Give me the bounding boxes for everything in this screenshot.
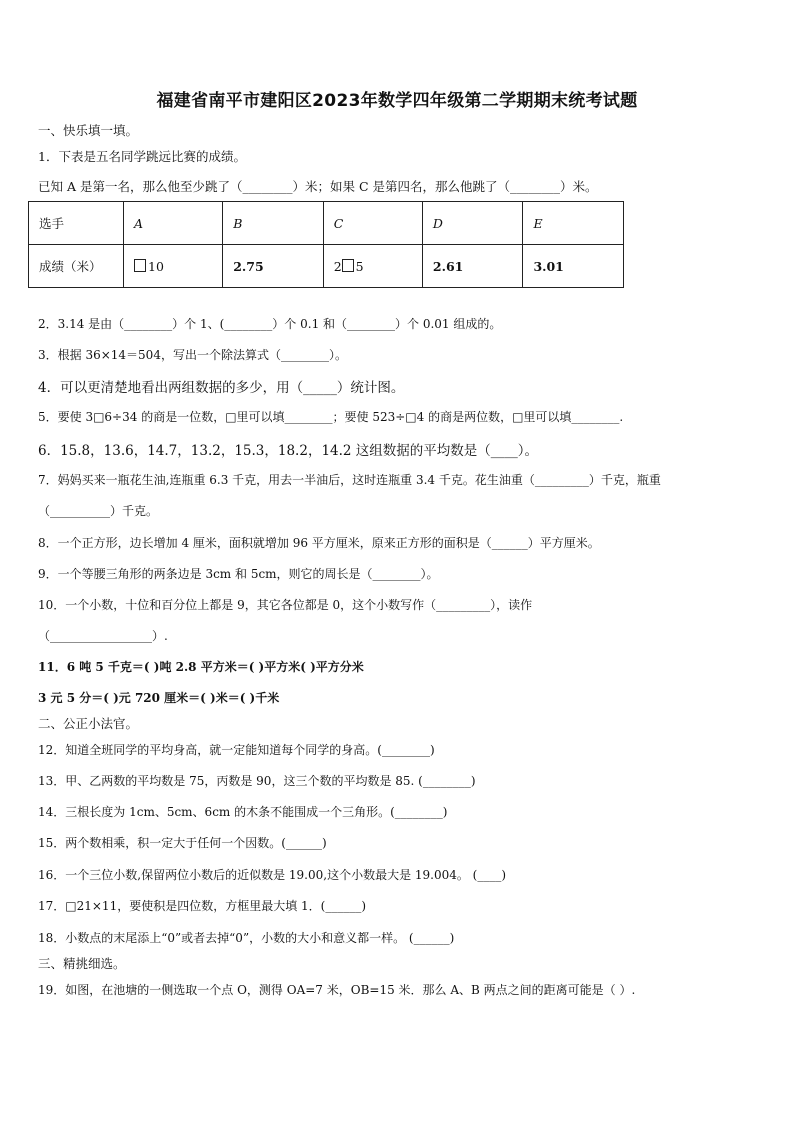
question-12: 12．知道全班同学的平均身高，就一定能知道每个同学的身高。(________) xyxy=(38,743,435,757)
row-label-cell: 成绩（米） xyxy=(29,245,124,288)
score-digits: 10 xyxy=(148,258,164,274)
header-cell: A xyxy=(124,202,223,245)
question-5: 5．要使 3□6÷34 的商是一位数，□里可以填________；要使 523÷□4 的商是两位数，□里可以填________. xyxy=(38,410,624,424)
score-cell xyxy=(323,245,422,288)
question-16: 16．一个三位小数,保留两位小数后的近似数是 19.00,这个小数最大是 19.004。 (____) xyxy=(38,868,507,882)
question-8: 8．一个正方形，边长增加 4 厘米，面积就增加 96 平方厘米，原来正方形的面积是（______）平方厘米。 xyxy=(38,536,600,550)
score-cell: 2.75 xyxy=(223,245,324,288)
header-cell: E xyxy=(523,202,624,245)
page-title: 福建省南平市建阳区2023年数学四年级第二学期期末统考试题 xyxy=(156,91,638,111)
question-19: 19．如图，在池塘的一侧选取一个点 O，测得 OA=7 米，OB=15 米．那么 A、B 两点之间的距离可能是（ ）. xyxy=(38,983,636,997)
table-row xyxy=(29,245,624,288)
question-1: 1．下表是五名同学跳远比赛的成绩。 xyxy=(38,149,246,164)
table-row xyxy=(29,202,624,245)
question-3: 3．根据 36×14＝504，写出一个除法算式（________）。 xyxy=(38,348,347,362)
score-cell: 2.61 xyxy=(422,245,523,288)
question-18: 18．小数点的末尾添上“0”或者去掉“0”，小数的大小和意义都一样。 (______) xyxy=(38,931,455,945)
blank-box-icon xyxy=(134,259,146,272)
score-digit-left: 2 xyxy=(333,258,342,274)
section-2-heading: 二、公正小法官。 xyxy=(38,716,139,731)
question-4: 4．可以更清楚地看出两组数据的多少，用（_____）统计图。 xyxy=(38,380,405,396)
question-7: 7．妈妈买来一瓶花生油,连瓶重 6.3 千克，用去一半油后，这时连瓶重 3.4 千克。花生油重（_________）千克，瓶重 xyxy=(38,473,661,487)
section-3-heading: 三、精挑细选。 xyxy=(38,956,126,971)
question-14: 14．三根长度为 1cm、5cm、6cm 的木条不能围成一个三角形。(________) xyxy=(38,805,448,819)
score-table xyxy=(28,201,624,288)
question-7-cont: （__________）千克。 xyxy=(38,504,159,518)
header-cell: C xyxy=(323,202,422,245)
question-11: 11．6 吨 5 千克＝( )吨 2.8 平方米＝( )平方米( )平方分米 xyxy=(38,660,364,674)
score-cell xyxy=(124,245,223,288)
blank-box-icon xyxy=(342,259,354,272)
question-17: 17．□21×11，要使积是四位数，方框里最大填 1．(______) xyxy=(38,899,367,913)
question-6: 6．15.8，13.6，14.7，13.2，15.3，18.2，14.2 这组数据的平均数是（____）。 xyxy=(38,443,539,459)
question-9: 9．一个等腰三角形的两条边是 3cm 和 5cm，则它的周长是（________）。 xyxy=(38,567,439,581)
section-1-heading: 一、快乐填一填。 xyxy=(38,123,139,138)
score-digit-right: 5 xyxy=(355,258,364,274)
question-15: 15．两个数相乘，积一定大于任何一个因数。(______) xyxy=(38,836,327,850)
question-13: 13．甲、乙两数的平均数是 75，丙数是 90，这三个数的平均数是 85. (________) xyxy=(38,774,476,788)
question-10-cont: （_________________）. xyxy=(38,629,168,643)
question-1-detail: 已知 A 是第一名，那么他至少跳了（________）米；如果 C 是第四名，那么他跳了（________）米。 xyxy=(38,179,598,194)
header-cell: D xyxy=(422,202,523,245)
question-10: 10．一个小数，十位和百分位上都是 9，其它各位都是 0，这个小数写作（_________），读作 xyxy=(38,598,533,612)
question-2: 2．3.14 是由（________）个 1、(________）个 0.1 和（________）个 0.01 组成的。 xyxy=(38,317,502,331)
question-11-cont: 3 元 5 分＝( )元 720 厘米＝( )米＝( )千米 xyxy=(38,691,280,705)
score-cell: 3.01 xyxy=(523,245,624,288)
header-cell: B xyxy=(223,202,324,245)
header-cell: 选手 xyxy=(29,202,124,245)
